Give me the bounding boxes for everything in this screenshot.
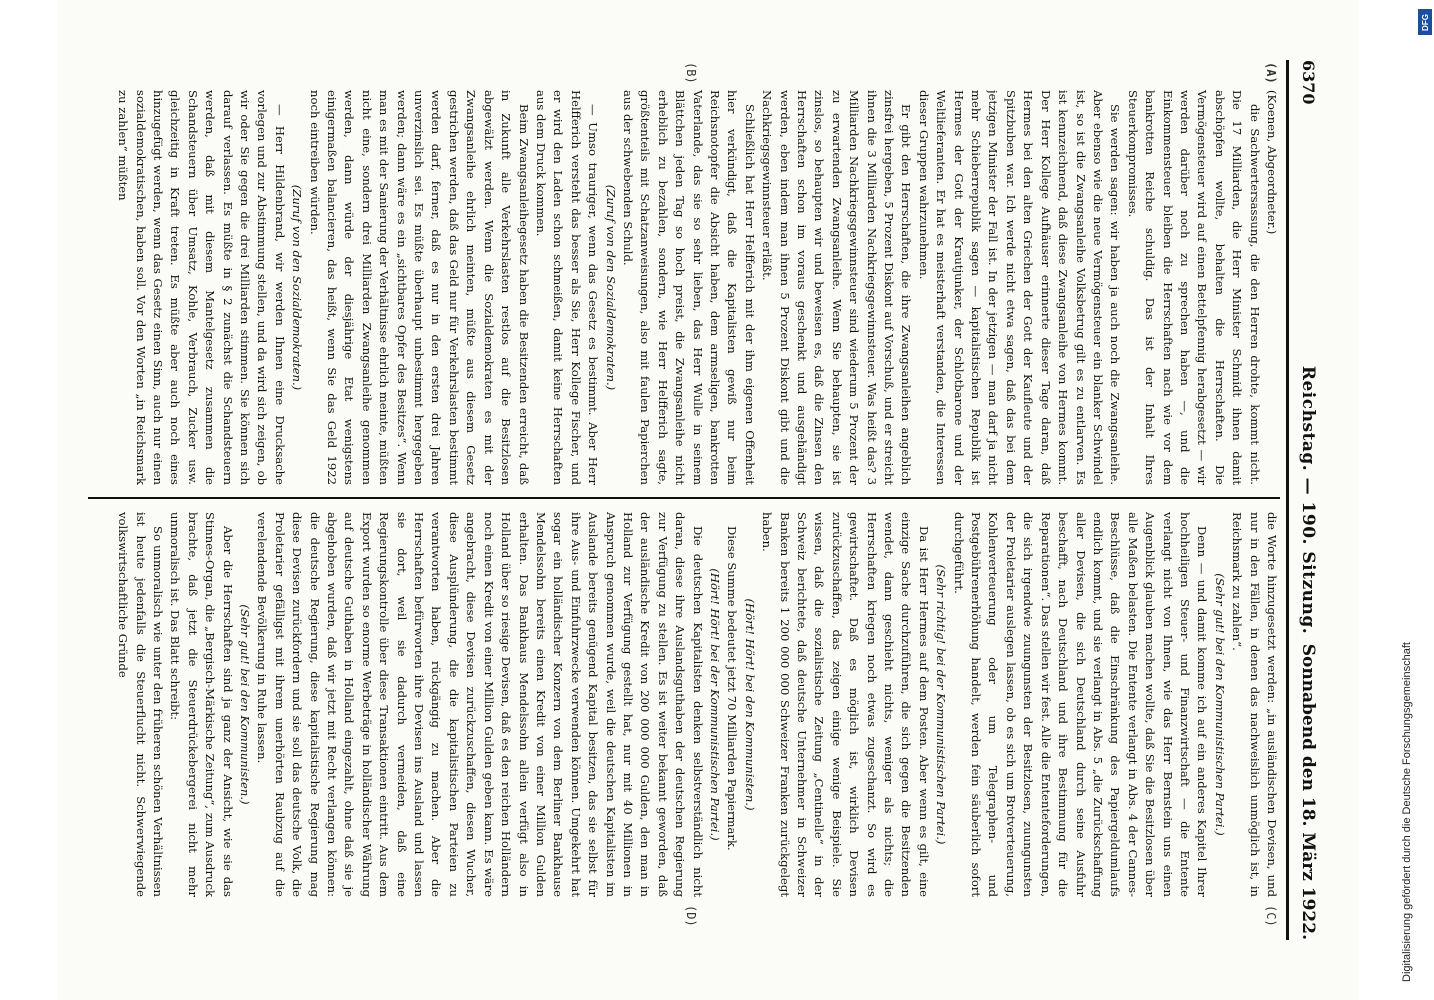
header-rule xyxy=(1286,60,1289,940)
newspaper-page xyxy=(58,0,1358,1000)
page-header xyxy=(1292,60,1318,940)
paragraph: Beim Zwangsanleihegesetz haben die Besitzenden erreicht, daß in Zukunft alle Verkehrslasten restlos auf die Besitzlosen abgewälzt werden. Wenn die Sozialdemokraten es mit der Zwangsanleihe ehrlich meinten, müßte aus diesem Gesetz gestrichen werden, daß das Geld nur für Verkehrslasten bestimmt werden darf, ferner, daß es nur in den ersten drei Jahren unverzinslich sei. Es müßte überhaupt unbestimmt hergegeben werden; dann wäre es ein „sichtbares Opfer des Besitzes“. Wenn man es mit der Sanierung der Verhältnisse ehrlich meinte, müßten nicht eine, sondern drei Milliarden Zwangsanleihe genommen werden, dann würde der diesjährige Etat wenigstens einigermaßen balancieren, das heißt, wenn Sie das Geld 1922 noch eintreiben würden. xyxy=(307,90,531,485)
paragraph: Denn — und damit komme ich auf ein anderes Kapitel Ihrer hochheiligen Steuer- und Finanzwirtschaft — die Entente verlangt nicht von Ihnen, wie das Herr Bernstein uns einen Augenblick glauben machen wollte, daß Sie die Besitzlosen über alle Maßen belasten. Die Entente verlangt in Abs. 4 der Cannes-Beschlüsse, daß die Einschränkung des Papiergeldumlaufs endlich kommt, und sie verlangt in Abs. 5 „die Zurückschaffung aller Devisen, die sich Deutschland durch seine Ausfuhr beschafft, nach Deutschland und ihre Bestimmung für die Reparationen“. Das stellen wir fest. Alle die Ententeforderungen, die sich irgendwie zuungunsten der Besitzlosen, zuungunsten der Proletarier auslegen lassen, ob es sich um Brotverteuerung, Kohlenverteuerung oder um Telegraphen- und Postgebührenerhöhung handelt, werden fein säuberlich sofort durchgeführt. xyxy=(951,512,1210,897)
page-number: 6370 xyxy=(1299,60,1318,105)
margin-marker-d: (D) xyxy=(684,905,698,927)
margin-marker-c: (C) xyxy=(1264,905,1278,927)
page-date: Sonnabend den 18. März 1922. xyxy=(1298,643,1318,940)
paragraph: — Umso trauriger, wenn das Gesetz es bestimmt. Aber Herr Helfferich versteht das besser als Sie, Herr Kollege Fischer, und er wird den Laden schon schmeißen, damit keine Herrschaften aus dem Druck kommen. xyxy=(533,90,601,485)
right-text-column xyxy=(82,512,1280,897)
dfg-logo-text: DFG xyxy=(1420,13,1430,31)
interjection: (Sehr richtig! bei der Kommunistischen Partei.) xyxy=(934,564,949,845)
interjection: (Sehr gut! bei den Kommunisten.) xyxy=(238,604,253,805)
speaker-note: (Koenen, Abgeordneter.) xyxy=(1265,90,1279,235)
interjection: (Zuruf von den Sozialdemokraten.) xyxy=(290,184,305,391)
paragraph: Aber die Herrschaften sind ja ganz der Ansicht, wie sie das Stinnes-Organ, die „Bergisch-Märkische Zeitung“, zum Ausdruck brachte, daß jetzt die Steuerdrückebergerei nicht mehr unmoralisch ist. Das Blatt schreibt: xyxy=(168,512,235,897)
quotation: So unmoralisch wie unter den früheren schönen Verhältnissen ist heute jedenfalls die Steuerflucht nicht. Schwerwiegende volkswirtschaftliche Gründe xyxy=(116,512,165,897)
digitization-credit xyxy=(1394,22,1420,982)
paragraph: Da ist Herr Hermes auf dem Posten. Aber wenn es gilt, eine einzige Sache durchzuführen, die sich gegen die Besitzenden wendet, dann geschieht nichts, weniger als nichts; die Herrschaften kriegen noch etwas zugeschanzt. So wird es gewirtschaftet. Daß es möglich ist, wirklich Devisen zurückzuschaffen, das zeigen einige wenige Beispiele. Sie wissen, daß die sozialistische Zeitung „Centinelle“ in der Schweiz berichtete, daß deutsche Unternehmer in Schweizer Banken bereits 1 200 000 000 Schweizer Franken zurückgelegt haben. xyxy=(760,512,931,897)
paragraph: Diese Summe bedeutet jetzt 70 Milliarden Papiermark. xyxy=(725,526,740,851)
page-title: Reichstag. — 190. Sitzung. xyxy=(1298,365,1318,635)
paragraph: Die deutschen Kapitalisten denken selbstverständlich nicht daran, diese ihre Auslandsguthaben der deutschen Regierung zur Verfügung zu stellen. Es ist weiter bekannt geworden, daß der ausländische Kredit von 200 000 000 Gulden, den man in Holland zur Verfügung gestellt hat, nur mit 40 Millionen in Anspruch genommen wurde, weil die deutschen Kapitalisten im Auslande bereits genügend Kapital besitzen, das sie selbst für ihre Aus- und Einfuhrzwecke verwenden können. Umgekehrt hat sogar ein holländischer Konzern von dem Berliner Bankhause Mendelssohn bereits einen Kredit von einer Million Gulden erhalten. Das Bankhaus Mendelssohn allein verfügt also in Holland über so riesige Devisen, daß es den reichen Holländern noch einen Kredit von einer Million Gulden geben kann. Es wäre angebracht, diese Devisen zurückzuschaffen, diesen Wucher, diese Ausplünderung, die die kapitalistischen Parteien zu verantworten haben, rückgängig zu machen. Aber die Herrschaften befürworten ihre Devisen ins Ausland und lassen sie dort, weil sie dadurch vermeiden, daß eine Regierungskontrolle über diese Transaktionen eintritt. Aus dem Export wurden so enorme Werbeträge in holländischer Währung auf deutsche Guthaben in Holland eingezahlt, ohne daß sie je abgehoben wurden, daß wir jetzt mit Recht verlangen können: die deutsche Regierung, diese kapitalistische Regierung mag diese Devisen zurückfordern und sie soll das deutsche Volk, die Proletarier gefälligst mit ihrem unerhörten Raubzug auf die verelendende Bevölkerung in Ruhe lassen. xyxy=(255,512,705,897)
margin-marker-b: (B) xyxy=(684,62,698,84)
paragraph: — Herr Hildenbrand, wir werden Ihnen eine Drucksache vorlegen und zur Abstimmung stellen, und da wird sich zeigen, ob wir oder Sie gegen die drei Milliarden stimmen. Sie können sich darauf verlassen. Es müßte in § 2 zunächst die Schandsteuern werden, daß mit diesem Mantelgesetz zusammen die Schandsteuern über Umsatz, Kohle, Verbrauch, Zucker usw. gleichzeitig in Kraft treten. Es müßte aber auch noch eines hinzugefügt werden, wenn das Gesetz einen Sinn, auch nur einen sozialdemokratischen, haben soll. Vor den Worten „in Reichsmark zu zahlen“ müßten xyxy=(116,90,287,485)
paragraph: die Sachwertersassung, die den Herren drohte, kommt nicht. Die 17 Milliarden, die Herr Minister Schmidt ihnen damit abschöpfen wollte, behalten die Herrschaften. Die Vermögensteuer wird auf einen Bettelpfennig herabgesetzt — wir werden darüber noch zu sprechen haben —, und die Einkommensteuer bleiben die Herrschaften nach wie vor dem bankrotten Reiche schuldig. Das ist der Inhalt Ihres Steuerkompromisses. xyxy=(1125,90,1262,485)
left-text-column xyxy=(82,90,1280,485)
interjection: (Hört! Hört! bei der Kommunistischen Partei.) xyxy=(708,568,722,841)
interjection: (Sehr gut! bei den Kommunistischen Partei.) xyxy=(1212,573,1227,836)
margin-marker-a: (A) xyxy=(1264,62,1278,84)
digitization-note: Digitalisierung gefördert durch die Deutsche Forschungsgemeinschaft xyxy=(1401,642,1413,982)
paragraph: Sie werden sagen: wir haben ja auch noch die Zwangsanleihe. Aber ebenso wie die neue Vermögensteuer ein blanker Schwindel ist, so ist die Zwangsanleihe Volksbetrug gilt es zu entlarven. Es ist kennzeichnend, daß diese Zwangsanleihe von Hermes kommt. Der Herr Kollege Aufhäuser erinnerte dieser Tage daran, daß Hermes bei den alten Griechen der Gott der Kaufleute und der Spitzbuben war. Ich werde nicht etwa sagen, daß das bei dem jetzigen Minister der Fall ist. In der jetzigen — man darf ja nicht mehr Schieberrepublik sagen — kapitalistischen Republik ist Hermes der Gott der Krautjunker, der Schlotbarone und der Weltlieferanten. Er hat es meisterhaft verstanden, die Interessen dieser Gruppen wahrzunehmen. xyxy=(916,90,1123,485)
interjection: (Zuruf von den Sozialdemokraten.) xyxy=(603,184,618,391)
paragraph: Schließlich hat Herr Helfferich mit der ihm eigenen Offenheit hier verkündigt, daß die Kapitalisten gewiß nur beim Reichsnotopfer die Absicht haben, dem armseligen, bankrotten Vaterlande, das sie so sehr lieben, das Herr Wulle in seinem Blättchen jeden Tag so hoch preist, die Zwangsanleihe nicht erheblich zu bezahlen, sondern, wie Herr Helfferich sagte, größtenteils mit Schatzanweisungen, also mit faulen Papierchen aus der schwebenden Schuld. xyxy=(620,90,757,485)
paragraph: Er gibt den Herrschaften, die ihre Zwangsanleihen angeblich zinsfrei hergeben, 5 Prozent Diskont auf Vorschuß, und er streicht ihnen die 3 Milliarden Nachkriegsgewinnsteuer. Was heißt das? 3 Milliarden Nachkriegsgewinnsteuer sind wiederum 5 Prozent der zu erwartenden Zwangsanleihe. Wenn Sie behaupten, sie ist zinslos, so behaupten wir und beweisen es, daß die Zinsen den Herrschaften schon im voraus geschenkt und ausgehändigt werden, eben indem man ihnen 5 Prozent Diskont gibt und die Nachkriegsgewinnsteuer erläßt. xyxy=(760,90,914,485)
interjection: (Hört! Hört! bei den Kommunisten.) xyxy=(742,598,757,811)
column-divider xyxy=(88,497,1280,499)
paragraph: die Worte hinzugesetzt werden: „in ausländischen Devisen, und nur in den Fällen, in denen das nachweislich unmöglich ist, in Reichsmark zu zahlen“. xyxy=(1230,512,1279,897)
dfg-logo xyxy=(1418,9,1432,35)
